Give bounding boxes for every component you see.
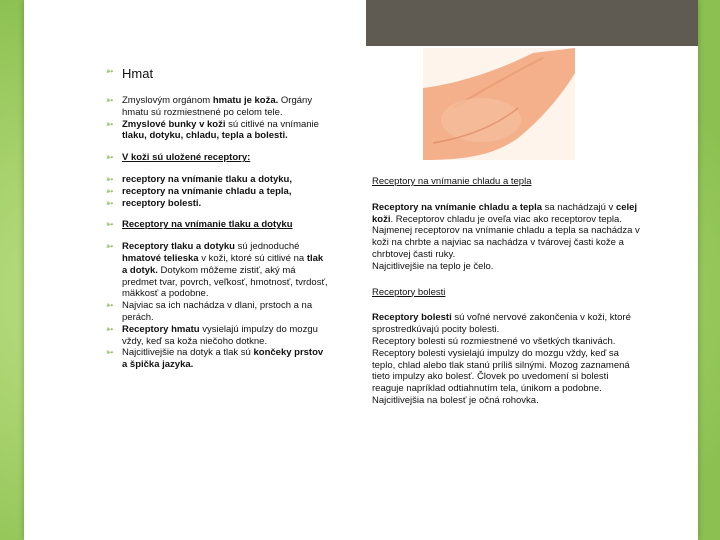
text-impulses: ➳ Receptory hmatu vysielajú impulzy do mozgu vždy, keď sa koža niečoho dotkne. bbox=[106, 323, 318, 347]
heading-cold-heat: Receptory na vnímanie chladu a tepla bbox=[372, 176, 532, 187]
leaf-bullet-icon: ➳ bbox=[106, 241, 114, 252]
text-forehead: Najcitlivejšie na teplo je čelo. bbox=[372, 260, 494, 272]
text-pain-receptors: Receptory bolesti sú voľné nervové zakončenia v koži, ktoré sprostredkúvajú pocity bolesti. bbox=[372, 312, 631, 336]
leaf-bullet-icon: ➳ bbox=[106, 347, 114, 358]
leaf-bullet-icon: ➳ bbox=[106, 118, 114, 129]
text-organ: ➳ Zmyslovým orgánom hmatu je koža. Orgány hmatu sú rozmiestnené po celom tele. bbox=[106, 95, 313, 118]
right-column bbox=[372, 176, 642, 407]
text-cornea: Najcitlivejšia na bolesť je očná rohovka. bbox=[372, 394, 539, 406]
receptor-item: ➳ receptory na vnímanie tlaku a dotyku, bbox=[106, 173, 292, 185]
heading-pain: Receptory bolesti bbox=[372, 286, 446, 298]
leaf-bullet-icon: ➳ bbox=[106, 173, 114, 184]
leaf-bullet-icon: ➳ bbox=[106, 185, 114, 196]
leaf-bullet-icon: ➳ bbox=[106, 219, 114, 230]
leaf-bullet-icon: ➳ bbox=[106, 300, 114, 311]
receptor-item: ➳ receptory na vnímanie chladu a tepla, bbox=[106, 185, 292, 197]
leaf-bullet-icon: ➳ bbox=[106, 323, 114, 334]
text-pain-impulses: Receptory bolesti vysielajú impulzy do mozgu vždy, keď sa teplo, chlad alebo tlak stanú príliš silnými. Mozog zaznamená tieto impulzy ako bolesť. Človek po uvedomení si bolesti reaguje napríklad odtiahnutím tela, únikom a podobne. bbox=[372, 347, 630, 395]
top-bar bbox=[366, 0, 698, 46]
receptor-item: ➳ receptory bolesti. bbox=[106, 197, 202, 209]
leaf-bullet-icon: ➳ bbox=[106, 66, 114, 76]
text-cells: ➳ Zmyslové bunky v koži sú citlivé na vnímanie tlaku, dotyku, chladu, tepla a bolesti. bbox=[106, 118, 319, 142]
leaf-bullet-icon: ➳ bbox=[106, 152, 114, 163]
subheading-touch: ➳ Receptory na vnímanie tlaku a dotyku bbox=[106, 219, 293, 231]
text-receptors-intro: ➳ V koži sú uložené receptory: bbox=[106, 152, 251, 164]
text-most-sensitive: ➳ Najcitlivejšie na dotyk a tlak sú končeky prstov a špička jazyka. bbox=[106, 347, 324, 371]
leaf-bullet-icon: ➳ bbox=[106, 95, 114, 105]
text-locations: ➳ Najviac sa ich nachádza v dlani, prstoch a na perách. bbox=[106, 300, 313, 323]
heading-text: Hmat bbox=[122, 66, 154, 81]
text-touch-receptors: ➳ Receptory tlaku a dotyku sú jednoduché hmatové telieska v koži, ktoré sú citlivé na tlak a dotyk. Dotykom môžeme zistiť, aký má predmet tvar, povrch, veľkosť, hmotnosť, tvrdosť, mäkkosť a podobne. bbox=[106, 241, 328, 300]
leaf-bullet-icon: ➳ bbox=[106, 197, 114, 208]
left-column bbox=[100, 66, 328, 371]
text-cold-heat: Receptory na vnímanie chladu a tepla sa nachádzajú v celej koži. Receptorov chladu je oveľa viac ako receptorov tepla. bbox=[372, 201, 638, 225]
text-cold-heat-distribution: Najmenej receptorov na vnímanie chladu a tepla sa nachádza v koži na chrbte a najviac sa nachádza v tvárovej časti kože a chrbtovej časti ruky. bbox=[372, 225, 640, 260]
text-pain-distribution: Receptory bolesti sú rozmiestnené vo všetkých tkanivách. bbox=[372, 335, 616, 347]
finger-photo bbox=[423, 48, 575, 160]
heading-hmat bbox=[100, 66, 328, 81]
